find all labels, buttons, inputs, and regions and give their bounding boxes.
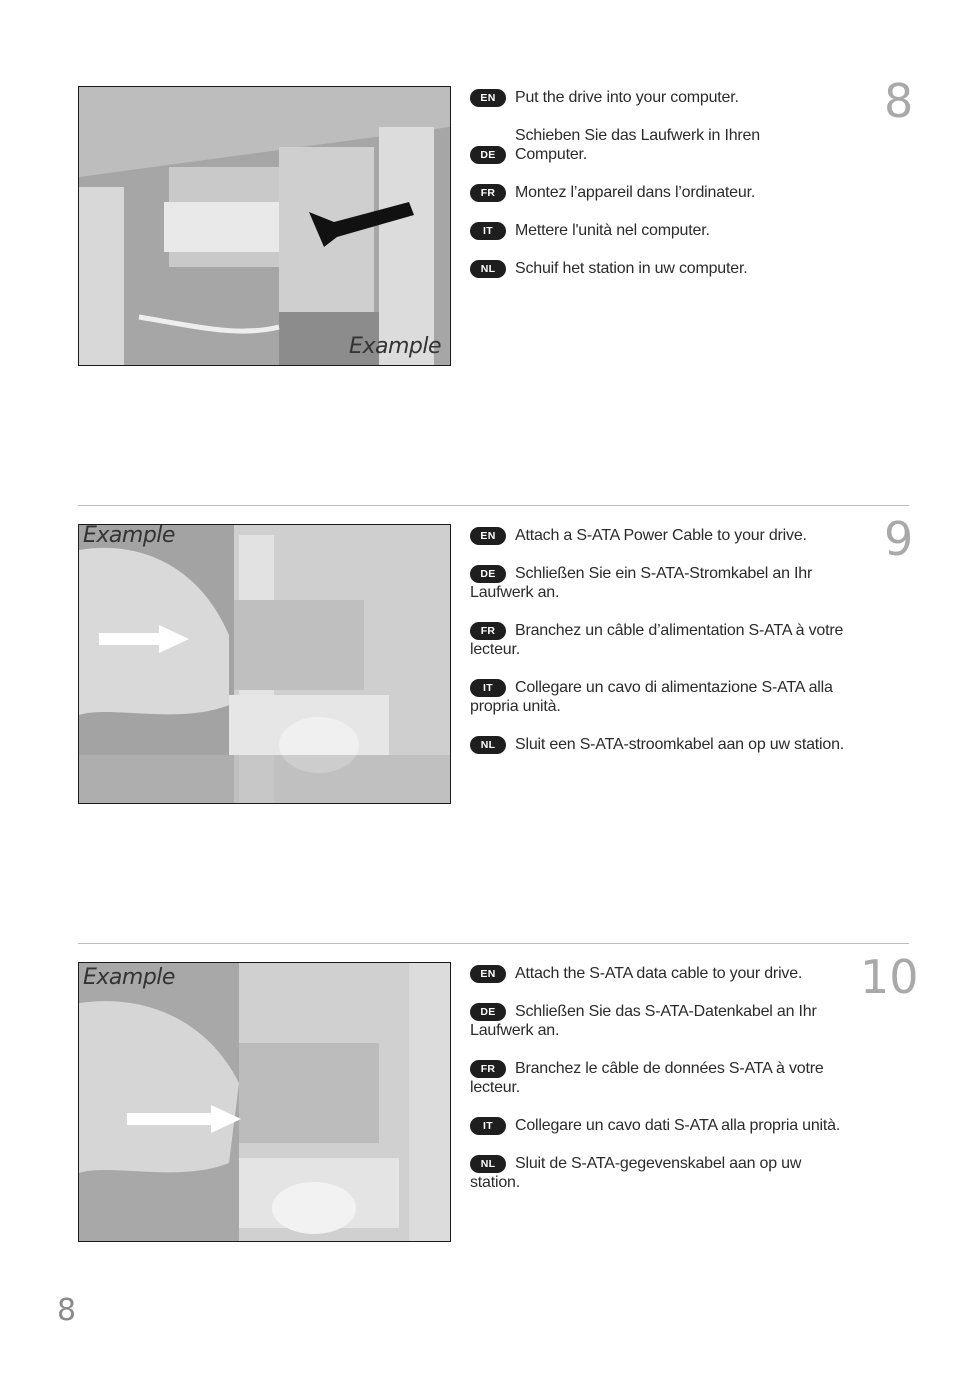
instruction-text: Collegare un cavo dati S-ATA alla propria unità. bbox=[515, 1117, 841, 1134]
instruction-text: Branchez un câble d’alimentation S-ATA à votre lecteur. bbox=[470, 622, 844, 658]
step-9 bbox=[0, 512, 954, 864]
instruction-fr bbox=[470, 1059, 850, 1097]
instruction-en bbox=[470, 88, 850, 107]
step-10 bbox=[0, 950, 954, 1302]
instruction-text: Attach a S-ATA Power Cable to your drive. bbox=[515, 527, 807, 544]
instruction-text: Schließen Sie ein S-ATA-Stromkabel an Ihr Laufwerk an. bbox=[470, 565, 813, 601]
instruction-fr bbox=[470, 183, 850, 202]
instruction-nl bbox=[470, 259, 850, 278]
lang-badge: FR bbox=[470, 184, 506, 202]
instruction-text: Collegare un cavo di alimentazione S-ATA alla propria unità. bbox=[470, 679, 833, 715]
lang-badge: FR bbox=[470, 1060, 506, 1078]
instruction-nl bbox=[470, 1154, 850, 1192]
example-label: Example bbox=[83, 965, 175, 990]
step-number: 9 bbox=[884, 512, 914, 566]
step-8-photo bbox=[78, 86, 451, 366]
step-8 bbox=[0, 74, 954, 426]
instruction-list bbox=[470, 524, 850, 773]
lang-badge: DE bbox=[470, 146, 506, 164]
lang-badge: NL bbox=[470, 260, 506, 278]
instruction-it bbox=[470, 678, 850, 716]
example-label: Example bbox=[349, 334, 441, 359]
step-9-photo bbox=[78, 524, 451, 804]
instruction-text: Schließen Sie das S-ATA-Datenkabel an Ihr Laufwerk an. bbox=[470, 1003, 817, 1039]
instruction-fr bbox=[470, 621, 850, 659]
lang-badge: NL bbox=[470, 1155, 506, 1173]
lang-badge: DE bbox=[470, 1003, 506, 1021]
section-divider bbox=[78, 505, 909, 506]
section-divider bbox=[78, 943, 909, 944]
lang-badge: EN bbox=[470, 89, 506, 107]
lang-badge: FR bbox=[470, 622, 506, 640]
instruction-text: Schuif het station in uw computer. bbox=[515, 260, 748, 277]
instruction-text: Put the drive into your computer. bbox=[515, 89, 739, 106]
instruction-text: Sluit de S-ATA-gegevenskabel aan op uw station. bbox=[470, 1155, 802, 1191]
instruction-text: Sluit een S-ATA-stroomkabel aan op uw station. bbox=[515, 736, 845, 753]
instruction-en bbox=[470, 964, 850, 983]
instruction-nl bbox=[470, 735, 850, 754]
step-number: 10 bbox=[860, 950, 919, 1004]
instruction-it bbox=[470, 1116, 850, 1135]
instruction-text: Mettere l'unità nel computer. bbox=[515, 222, 710, 239]
instruction-text: Montez l’appareil dans l’ordinateur. bbox=[515, 184, 756, 201]
example-label: Example bbox=[83, 524, 175, 548]
lang-badge: DE bbox=[470, 565, 506, 583]
instruction-en bbox=[470, 526, 850, 545]
step-number: 8 bbox=[884, 74, 914, 128]
lang-badge: EN bbox=[470, 527, 506, 545]
instruction-text: Branchez le câble de données S-ATA à votre lecteur. bbox=[470, 1060, 824, 1096]
lang-badge: NL bbox=[470, 736, 506, 754]
lang-badge: IT bbox=[470, 222, 506, 240]
lang-badge: IT bbox=[470, 679, 506, 697]
instruction-de bbox=[470, 564, 850, 602]
instruction-text: Attach the S-ATA data cable to your drive. bbox=[515, 965, 803, 982]
instruction-list bbox=[470, 86, 850, 297]
instruction-text: Schieben Sie das Laufwerk in Ihren Computer. bbox=[515, 127, 760, 163]
step-10-photo bbox=[78, 962, 451, 1242]
instruction-de bbox=[470, 1002, 850, 1040]
lang-badge: IT bbox=[470, 1117, 506, 1135]
page-number: 8 bbox=[57, 1293, 77, 1328]
instruction-it bbox=[470, 221, 850, 240]
lang-badge: EN bbox=[470, 965, 506, 983]
instruction-de bbox=[470, 126, 850, 164]
instruction-list bbox=[470, 962, 850, 1211]
